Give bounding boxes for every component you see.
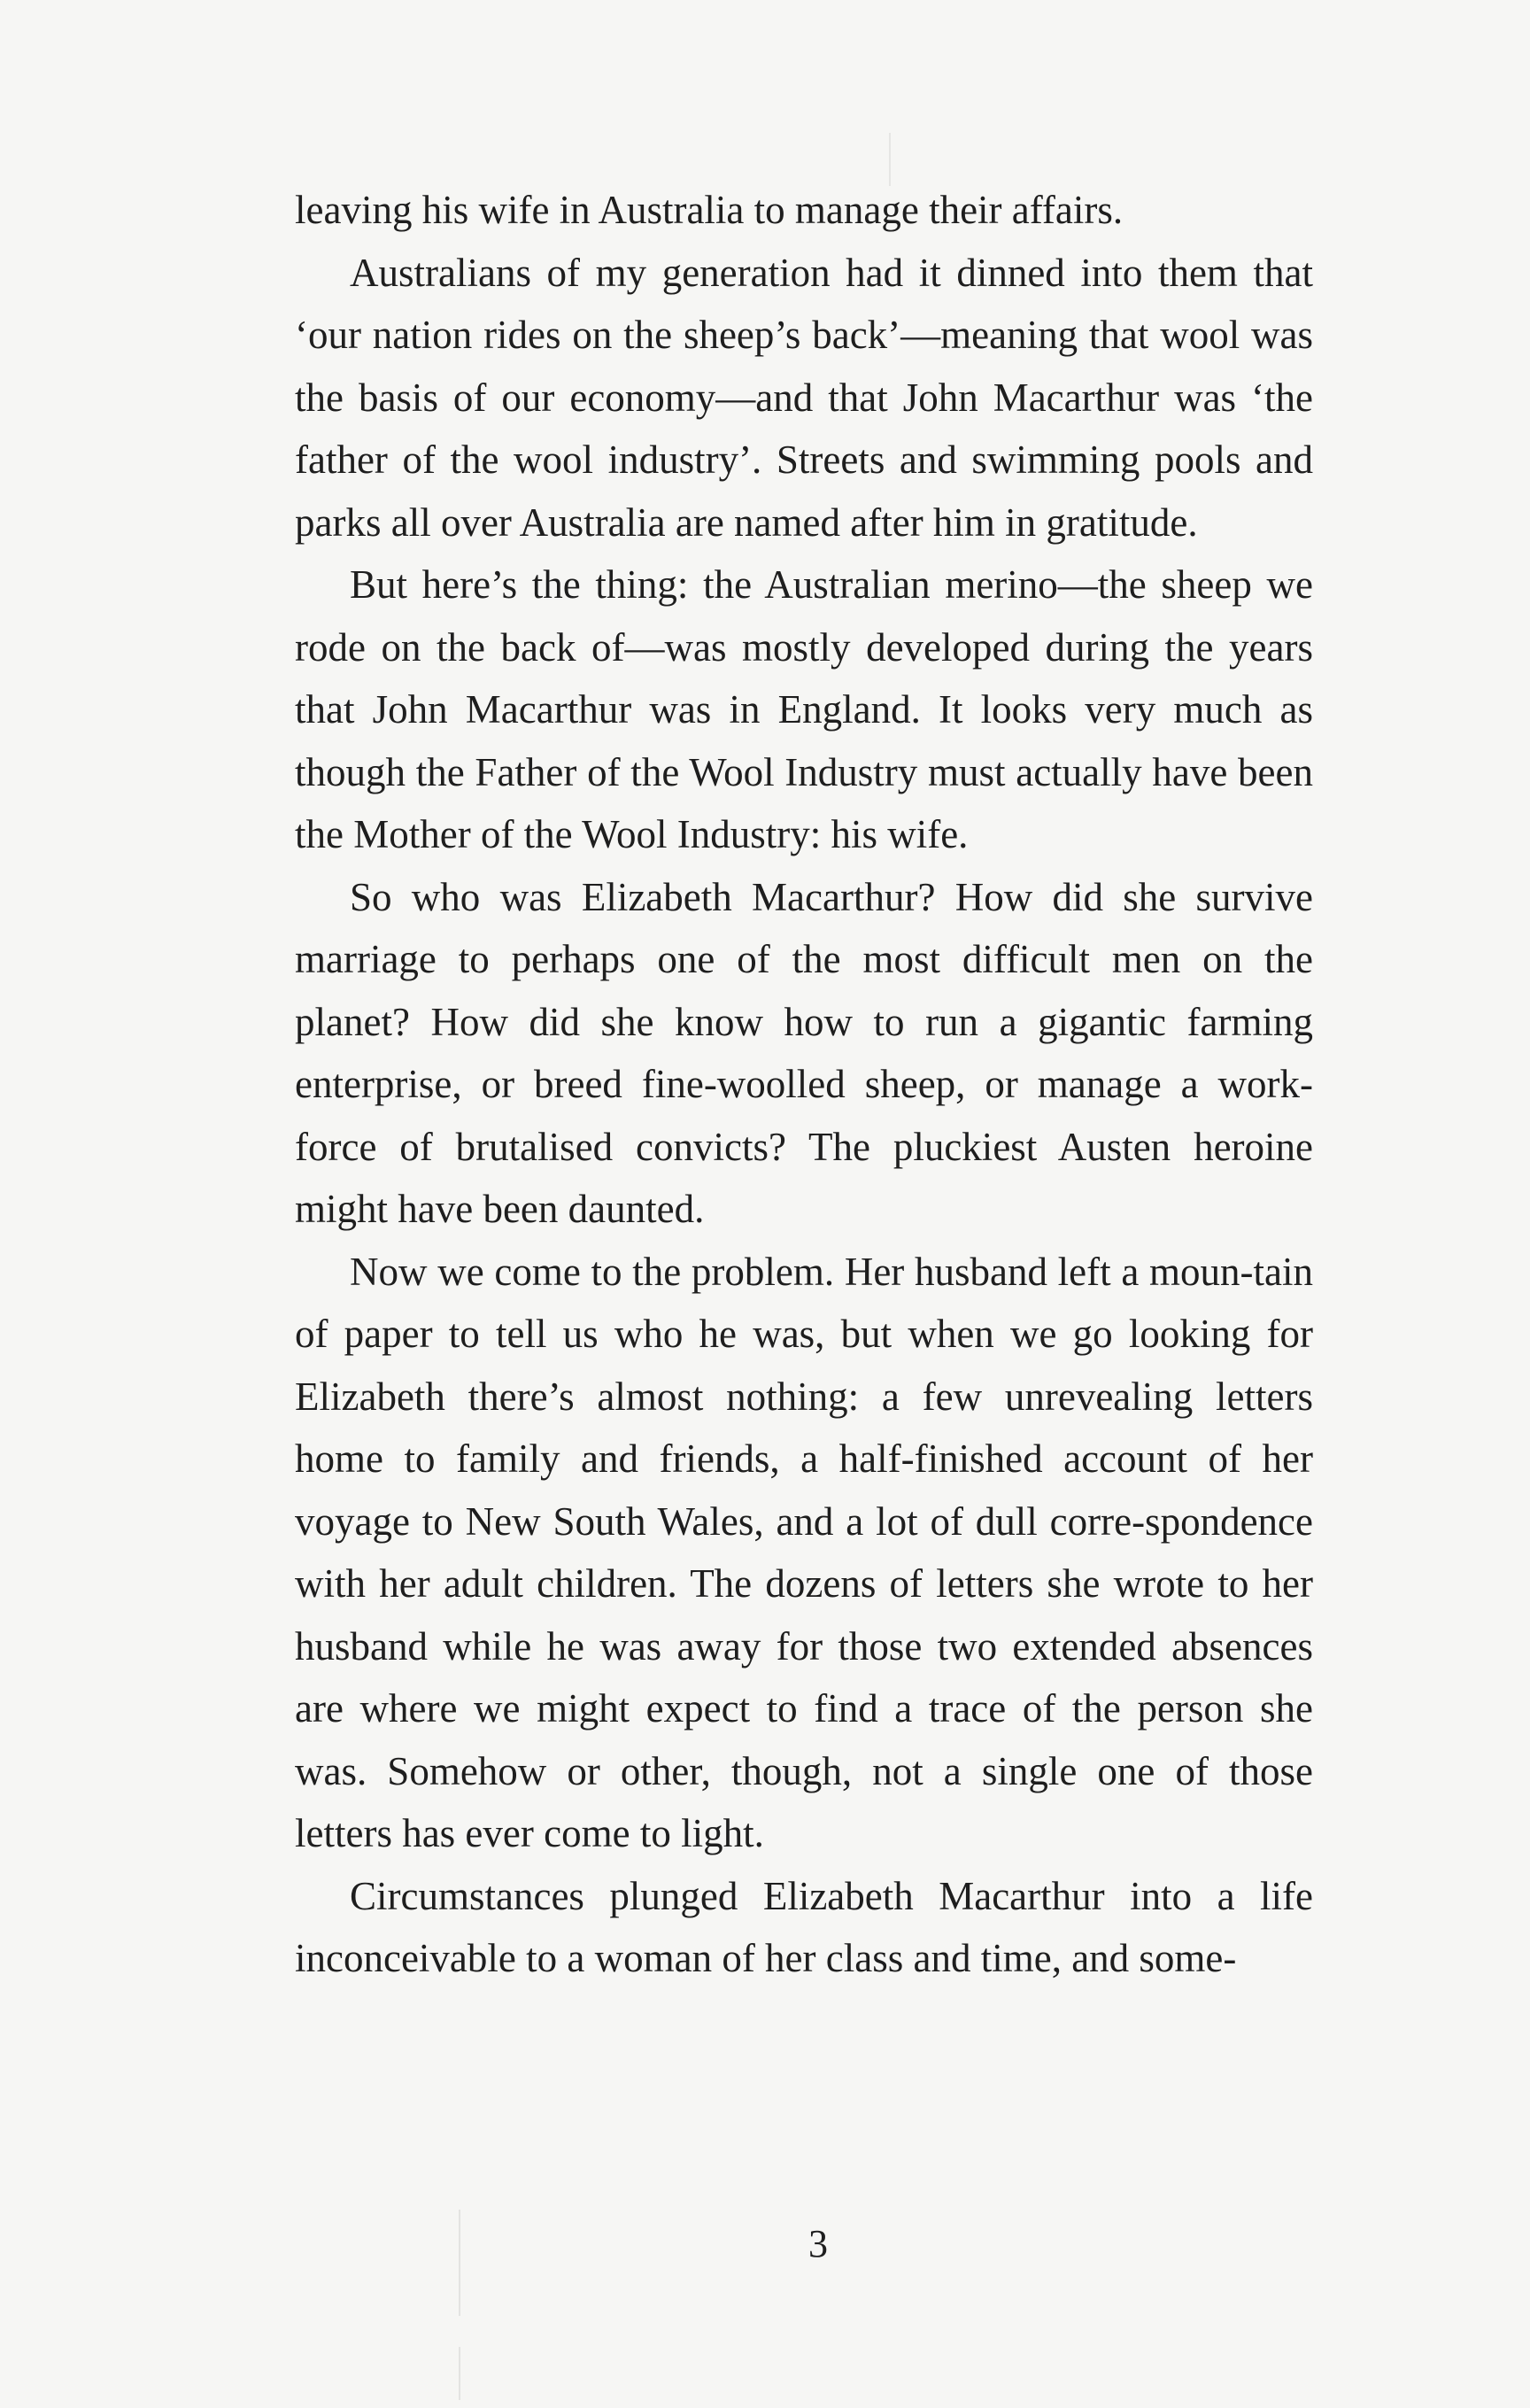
paragraph: So who was Elizabeth Macarthur? How did she survive marriage to perhaps one of the most difficult men on the planet? How did she know how to run a gigantic farming enterprise, or breed fine-woolled sheep, or manage a work-force of brutalised convicts? The pluckiest Austen heroine might have been daunted. (295, 874, 1313, 1231)
body-text (295, 179, 1313, 1990)
paragraph: But here’s the thing: the Australian merino—the sheep we rode on the back of—was mostly developed during the years that John Macarthur was in England. It looks very much as though the Father of the Wool Industry must actually have been the Mother of the Wool Industry: his wife. (295, 562, 1313, 856)
paragraph: Now we come to the problem. Her husband left a moun-tain of paper to tell us who he was, but when we go looking for Elizabeth there’s almost nothing: a few unrevealing letters home to family and friends, a half-finished account of her voyage to New South Wales, and a lot of dull corre-spondence with her adult children. The dozens of letters she wrote to her husband while he was away for those two extended absences are where we might expect to find a trace of the person she was. Somehow or other, though, not a single one of those letters has ever come to light. (295, 1249, 1313, 1855)
paragraph: Circumstances plunged Elizabeth Macarthur into a life inconceivable to a woman of her class and time, and some- (295, 1873, 1313, 1980)
paragraph: leaving his wife in Australia to manage their affairs. (295, 188, 1124, 232)
page-number: 3 (808, 2222, 828, 2265)
scan-artifact-mark (459, 2347, 460, 2400)
scan-artifact-mark (889, 133, 891, 186)
paragraph: Australians of my generation had it dinned into them that ‘our nation rides on the sheep’s back’—meaning that wool was the basis of our economy—and that John Macarthur was ‘the father of the wool industry’. Streets and swimming pools and parks all over Australia are named after him in gratitude. (295, 250, 1313, 545)
